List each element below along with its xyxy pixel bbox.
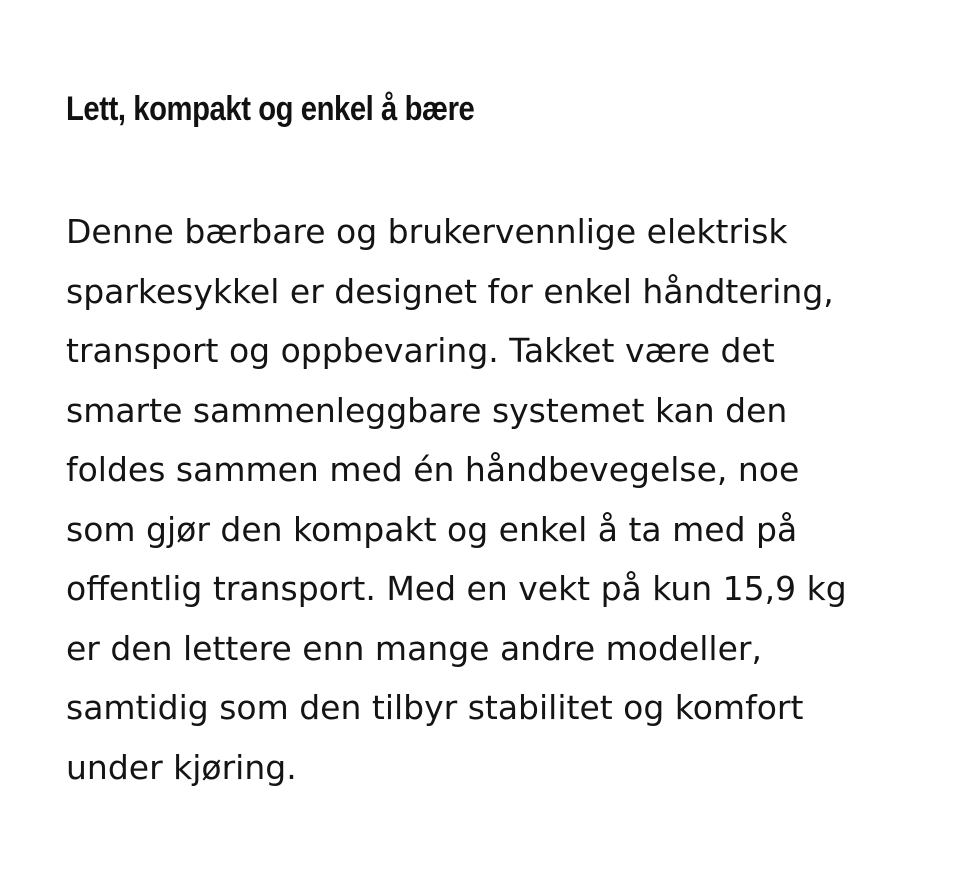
paragraph-line: foldes sammen med én håndbevegelse, noe [66,450,800,489]
paragraph-line: Denne bærbare og brukervennlige elektrisk [66,212,788,251]
paragraph-line: som gjør den kompakt og enkel å ta med på [66,509,798,549]
paragraph-line: samtidig som den tilbyr stabilitet og komfort [66,688,804,727]
article-section [66,83,896,797]
body-paragraph [66,202,896,797]
paragraph-line: sparkesykkel er designet for enkel håndtering, [66,271,834,311]
paragraph-line: transport og oppbevaring. Takket være det [66,331,775,370]
paragraph-line: offentlig transport. Med en vekt på kun 15,9 kg [66,569,847,608]
paragraph-line: er den lettere enn mange andre modeller, [66,628,762,668]
section-heading: Lett, kompakt og enkel å bære [66,90,475,128]
paragraph-line: smarte sammenleggbare systemet kan den [66,390,788,430]
paragraph-line: under kjøring. [66,747,297,787]
